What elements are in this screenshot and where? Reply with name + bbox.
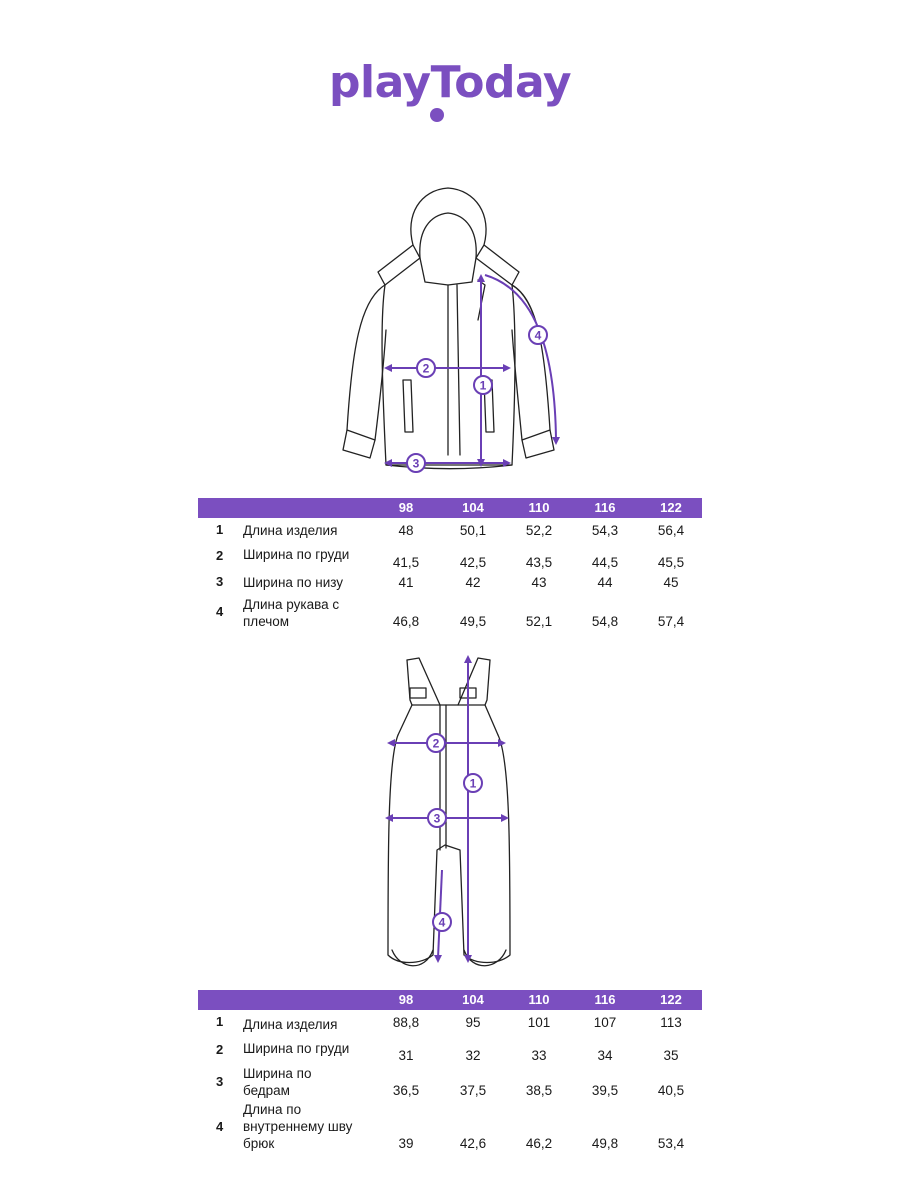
overalls-marker-3: 3 <box>433 811 441 826</box>
table-cell: 50,1 <box>459 523 487 538</box>
table-cell: 33 <box>531 1048 547 1063</box>
size-header: 110 <box>528 500 550 515</box>
row-label: Длина изделия <box>243 1017 338 1032</box>
table-cell: 39,5 <box>591 1083 619 1098</box>
size-header: 98 <box>398 992 414 1007</box>
table-row <box>198 1065 702 1101</box>
size-header: 104 <box>462 992 484 1007</box>
table-cell: 39 <box>398 1136 414 1151</box>
row-number: 4 <box>216 604 224 619</box>
row-label: Ширина по груди <box>243 547 350 562</box>
table-cell: 35 <box>663 1048 679 1063</box>
size-header: 116 <box>594 500 616 515</box>
size-header: 122 <box>660 992 682 1007</box>
overalls-marker-4: 4 <box>438 915 446 930</box>
row-label: Длина изделия <box>243 523 338 538</box>
table-cell: 49,8 <box>591 1136 619 1151</box>
size-header: 104 <box>462 500 484 515</box>
table-cell: 43 <box>531 575 547 590</box>
row-label: Ширина по бедрам <box>243 1066 312 1098</box>
table-cell: 56,4 <box>657 523 685 538</box>
row-label: Длина по внутреннему шву брюк <box>243 1102 353 1151</box>
table-cell: 88,8 <box>392 1015 420 1030</box>
table-cell: 42,6 <box>459 1136 487 1151</box>
jacket-marker-1: 1 <box>479 378 487 393</box>
table-cell: 40,5 <box>657 1083 685 1098</box>
size-header: 98 <box>398 500 414 515</box>
jacket-marker-3: 3 <box>412 456 420 471</box>
table-cell: 52,1 <box>525 614 553 629</box>
table-row <box>198 1038 702 1066</box>
jacket-marker-4: 4 <box>534 328 542 343</box>
table-row <box>198 1101 702 1155</box>
table-cell: 54,3 <box>591 523 619 538</box>
brand-logo: playToday <box>328 57 571 108</box>
table-cell: 107 <box>593 1015 617 1030</box>
table-cell: 36,5 <box>392 1083 420 1098</box>
table-cell: 42,5 <box>459 555 487 570</box>
row-label: Ширина по груди <box>243 1041 350 1056</box>
row-number: 2 <box>216 548 224 563</box>
overalls-marker-1: 1 <box>469 776 477 791</box>
table-cell: 57,4 <box>657 614 685 629</box>
row-label: Ширина по низу <box>243 575 344 590</box>
table-cell: 44,5 <box>591 555 619 570</box>
table-cell: 46,8 <box>392 614 420 629</box>
table-cell: 45,5 <box>657 555 685 570</box>
table-cell: 37,5 <box>459 1083 487 1098</box>
row-number: 2 <box>216 1042 224 1057</box>
overalls-size-table <box>198 990 702 1151</box>
row-number: 4 <box>216 1119 224 1134</box>
overalls-marker-2: 2 <box>432 736 440 751</box>
table-cell: 46,2 <box>525 1136 553 1151</box>
table-cell: 54,8 <box>591 614 619 629</box>
table-cell: 31 <box>398 1048 414 1063</box>
row-number: 3 <box>216 1074 224 1089</box>
table-cell: 101 <box>527 1015 551 1030</box>
table-cell: 95 <box>465 1015 481 1030</box>
table-cell: 41,5 <box>392 555 420 570</box>
table-cell: 42 <box>465 575 481 590</box>
table-cell: 45 <box>663 575 679 590</box>
size-header: 110 <box>528 992 550 1007</box>
size-header: 116 <box>594 992 616 1007</box>
table-row <box>198 1012 702 1036</box>
table-cell: 52,2 <box>525 523 553 538</box>
table-cell: 32 <box>465 1048 481 1063</box>
row-number: 3 <box>216 574 224 589</box>
table-cell: 113 <box>660 1015 682 1030</box>
table-cell: 38,5 <box>525 1083 553 1098</box>
table-cell: 49,5 <box>459 614 487 629</box>
size-header: 122 <box>660 500 682 515</box>
table-cell: 53,4 <box>657 1136 685 1151</box>
overalls-table-header <box>198 990 702 1010</box>
row-number: 1 <box>216 1014 224 1029</box>
jacket-marker-2: 2 <box>422 361 430 376</box>
table-cell: 44 <box>597 575 613 590</box>
table-cell: 43,5 <box>525 555 553 570</box>
table-cell: 34 <box>597 1048 613 1063</box>
table-cell: 41 <box>398 575 414 590</box>
row-label: Длина рукава с плечом <box>243 597 340 629</box>
row-number: 1 <box>216 522 224 537</box>
table-cell: 48 <box>398 523 414 538</box>
